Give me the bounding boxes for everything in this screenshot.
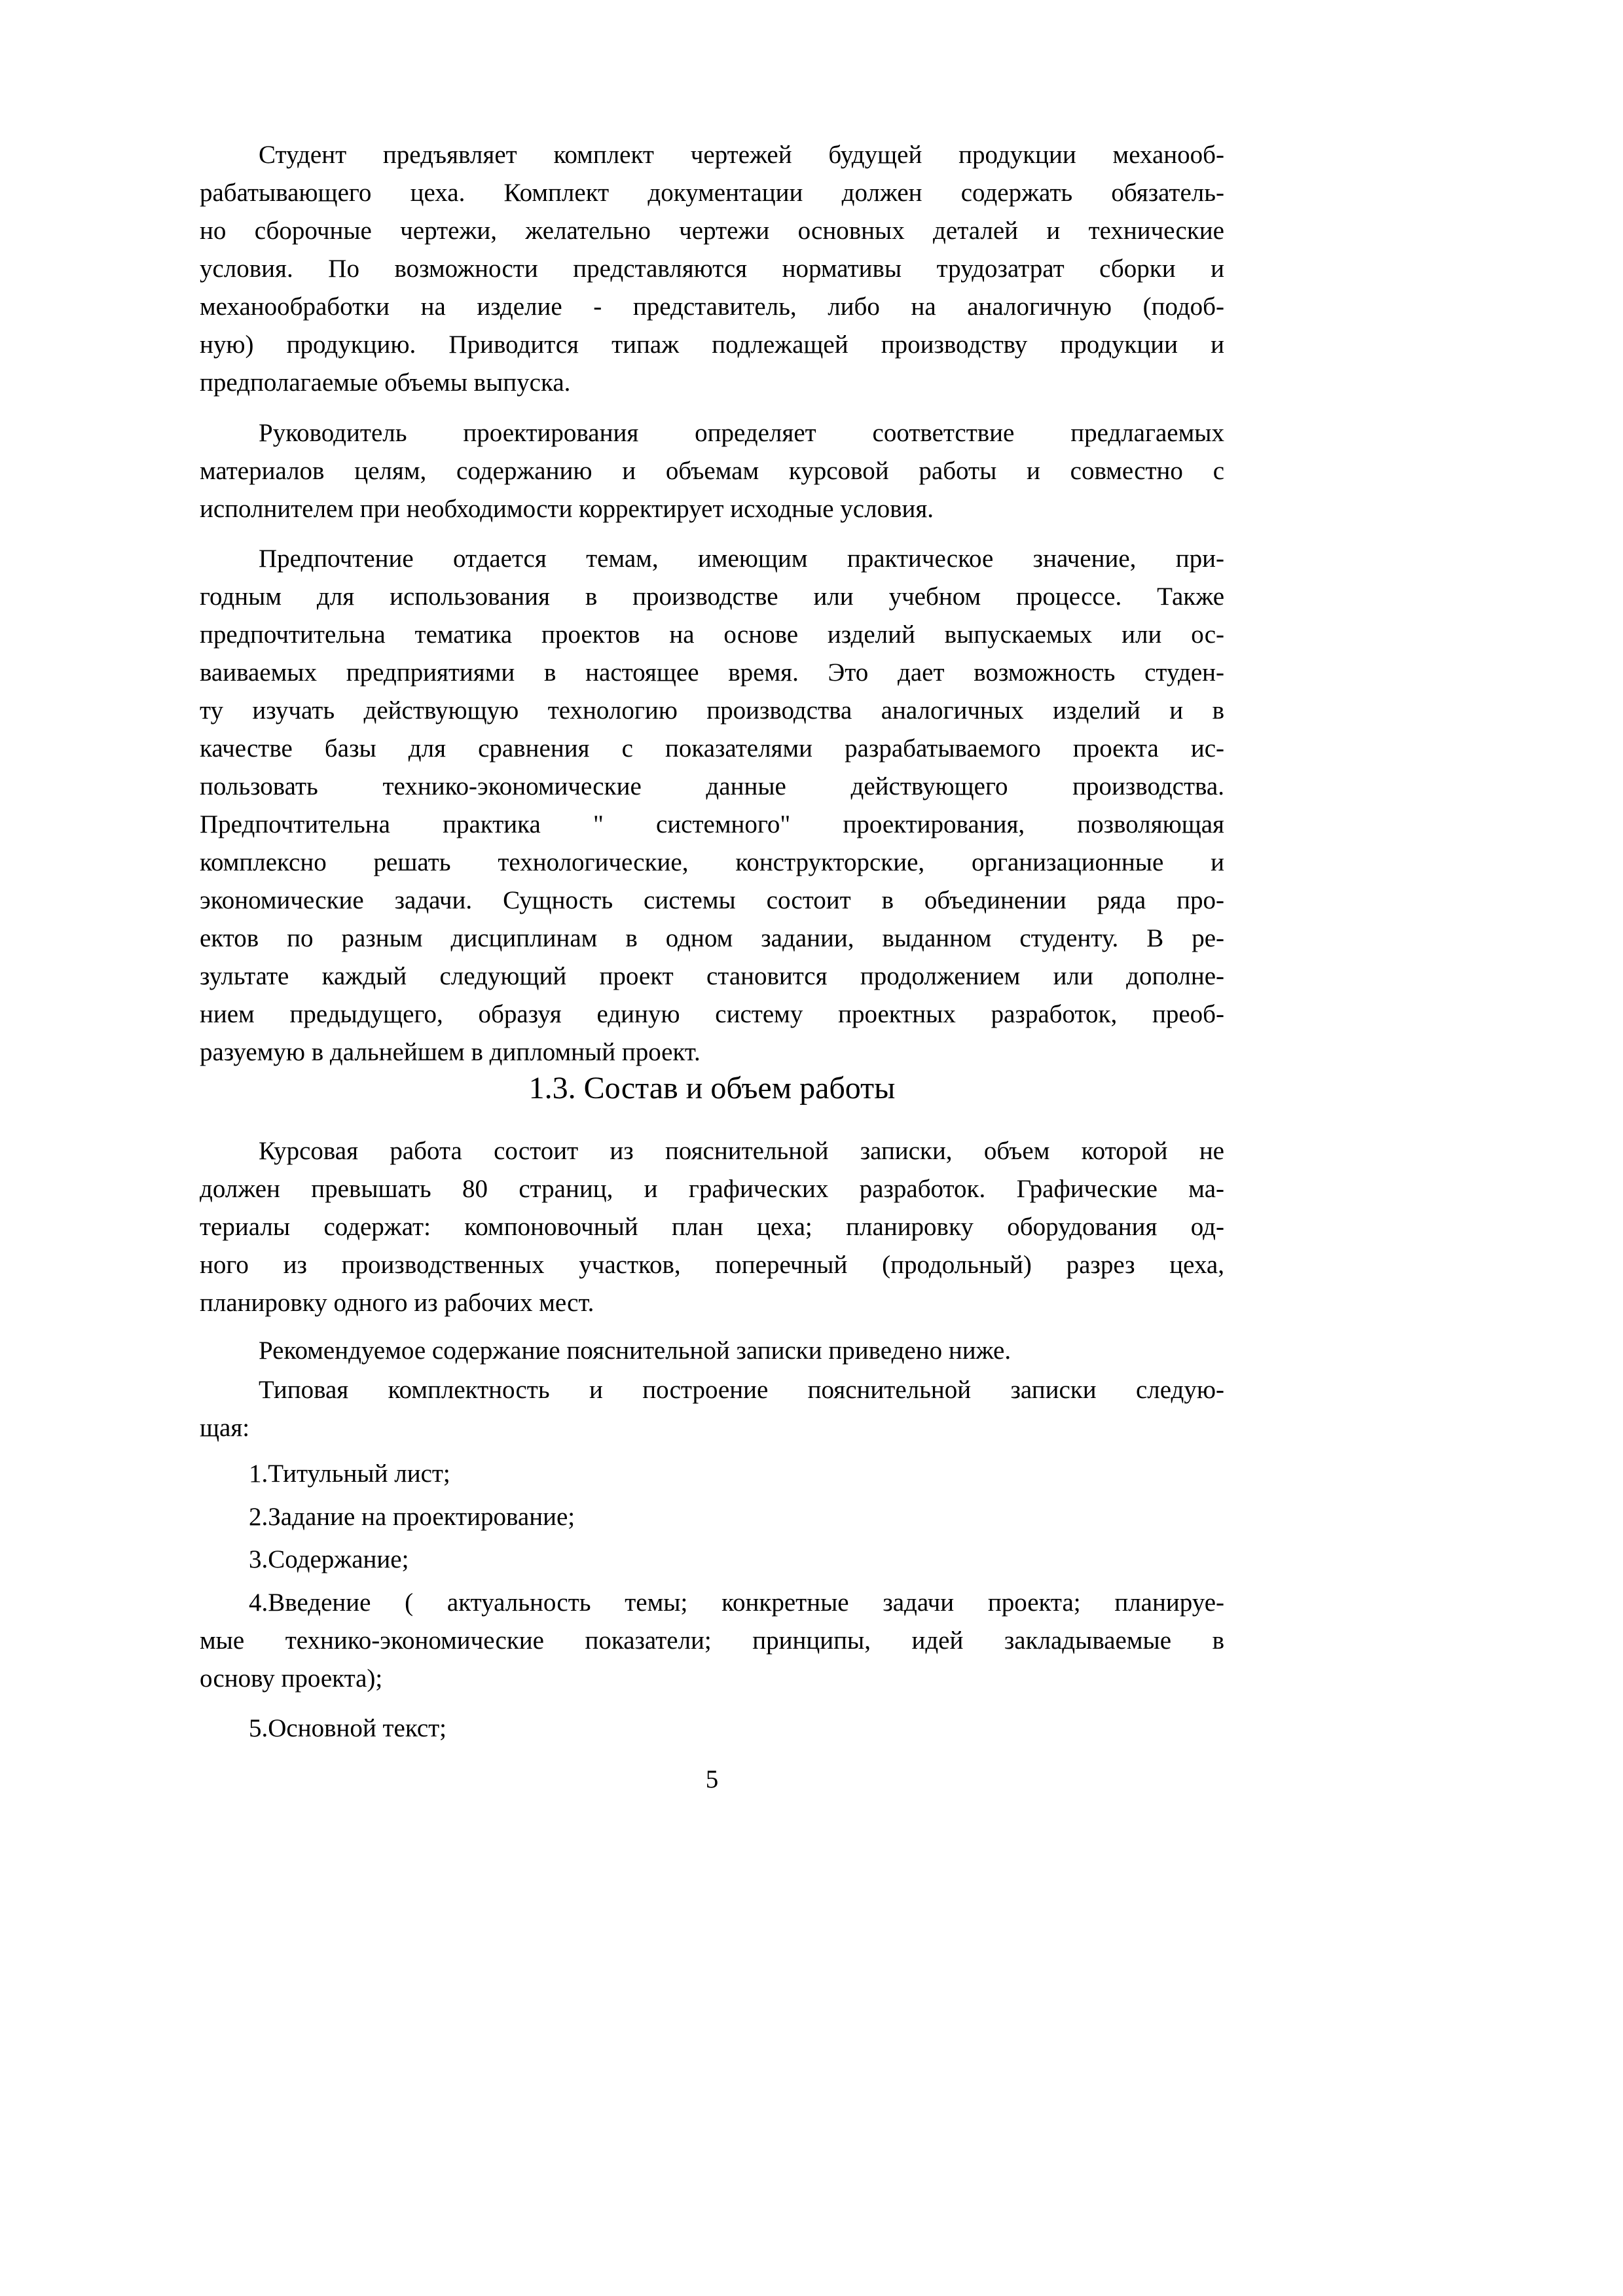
text-line: Предпочтение отдается темам, имеющим практическое значение, при- [259,545,1224,573]
page-number: 5 [705,1765,719,1793]
text-line: териалы содержат: компоновочный план цеха; планировку оборудования од- [200,1213,1224,1241]
list-item: 2.Задание на проектирование; [249,1503,575,1531]
paragraph-6 [200,1371,1224,1447]
text-line: рабатывающего цеха. Комплект документации должен содержать обязатель- [200,179,1224,207]
text-line: механообработки на изделие - представитель, либо на аналогичную (подоб- [200,293,1224,321]
paragraph-5 [200,1332,1224,1370]
text-line: Руководитель проектирования определяет соответствие предлагаемых [259,419,1224,447]
text-line: экономические задачи. Сущность системы состоит в объединении ряда про- [200,886,1224,914]
text-line: пользовать технико-экономические данные действующего производства. [200,772,1224,800]
text-line: ту изучать действующую технологию производства аналогичных изделий и в [200,696,1224,725]
list-item-2 [200,1498,1224,1536]
text-line: ную) продукцию. Приводится типаж подлежащей производству продукции и [200,331,1224,359]
text-line: разуемую в дальнейшем в дипломный проект. [200,1038,701,1066]
list-item-4 [200,1584,1224,1698]
text-line: годным для использования в производстве или учебном процессе. Также [200,583,1224,611]
text-line: Студент предъявляет комплект чертежей будущей продукции механооб- [259,141,1224,169]
paragraph-4 [200,1132,1224,1322]
list-item: 3.Содержание; [249,1545,409,1573]
text-line: щая: [200,1414,250,1442]
text-line: зультате каждый следующий проект становится продолжением или дополне- [200,962,1224,990]
list-item: 4.Введение ( актуальность темы; конкретные задачи проекта; планируе- [249,1588,1224,1617]
list-item-3 [200,1541,1224,1579]
text-line: предполагаемые объемы выпуска. [200,368,571,397]
text-line: материалов целям, содержанию и объемам курсовой работы и совместно с [200,457,1224,485]
text-line: условия. По возможности представляются нормативы трудозатрат сборки и [200,255,1224,283]
text-line: качестве базы для сравнения с показателями разрабатываемого проекта ис- [200,734,1224,762]
text-line: исполнителем при необходимости корректирует исходные условия. [200,495,934,523]
paragraph-1 [200,136,1224,402]
text-line: Курсовая работа состоит из пояснительной записки, объем которой не [259,1137,1224,1165]
text-line: ного из производственных участков, поперечный (продольный) разрез цеха, [200,1251,1224,1279]
text-line: должен превышать 80 страниц, и графических разработок. Графические ма- [200,1175,1224,1203]
text-line: ваиваемых предприятиями в настоящее время. Это дает возможность студен- [200,658,1224,687]
list-item: основу проекта); [200,1664,383,1693]
text-line: Рекомендуемое содержание пояснительной записки приведено ниже. [259,1336,1012,1365]
list-item-1 [200,1455,1224,1493]
text-line: планировку одного из рабочих мест. [200,1289,594,1317]
text-line: Типовая комплектность и построение пояснительной записки следую- [259,1376,1224,1404]
paragraph-2 [200,414,1224,528]
list-item: 5.Основной текст; [249,1714,447,1742]
list-item: 1.Титульный лист; [249,1460,450,1488]
text-line: но сборочные чертежи, желательно чертежи основных деталей и технические [200,217,1224,245]
text-line: ектов по разным дисциплинам в одном задании, выданном студенту. В ре- [200,924,1224,952]
list-item: мые технико-экономические показатели; принципы, идей закладываемые в [200,1626,1224,1655]
text-line: нием предыдущего, образуя единую систему проектных разработок, преоб- [200,1000,1224,1028]
text-line: Предпочтительна практика " системного" проектирования, позволяющая [200,810,1224,838]
paragraph-3 [200,540,1224,1071]
text-line: комплексно решать технологические, конструкторские, организационные и [200,848,1224,876]
list-item-5 [200,1710,1224,1748]
text-line: предпочтительна тематика проектов на основе изделий выпускаемых или ос- [200,620,1224,649]
section-heading: 1.3. Состав и объем работы [528,1071,896,1105]
